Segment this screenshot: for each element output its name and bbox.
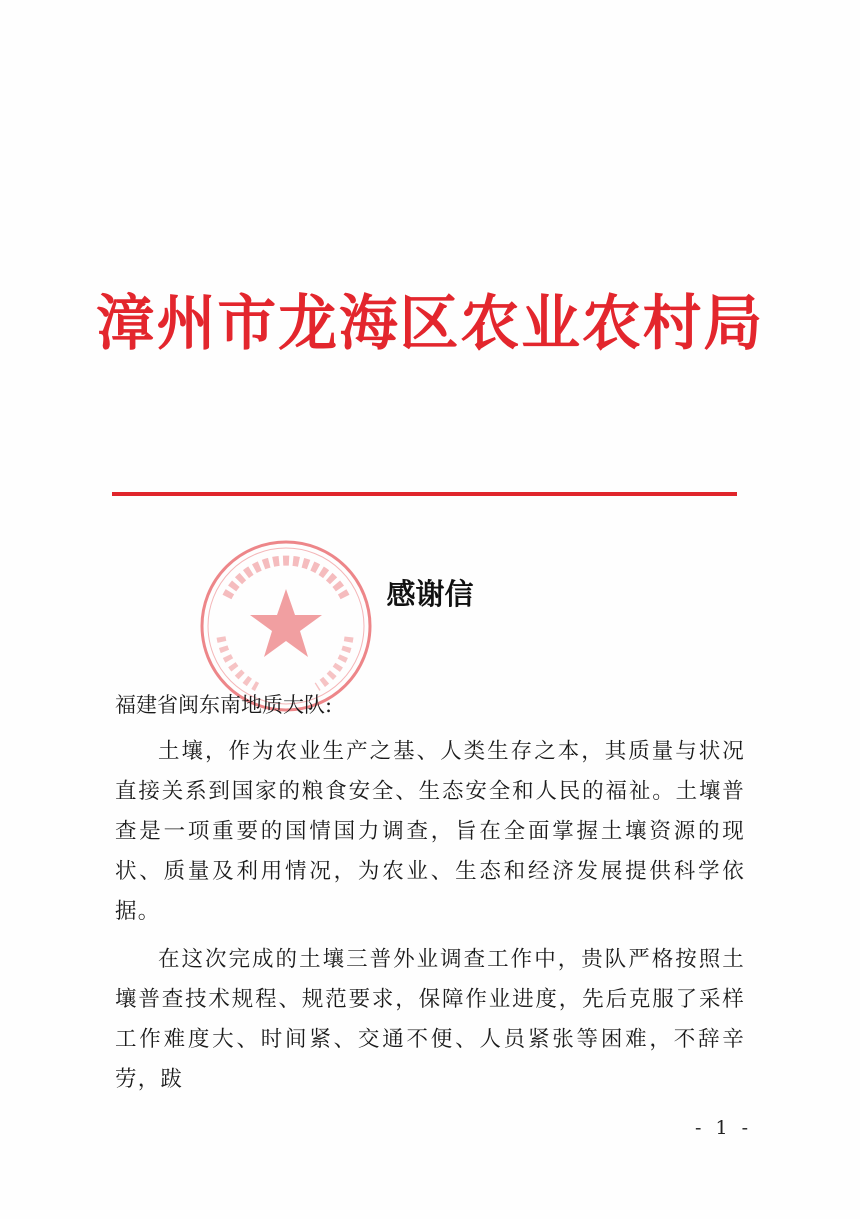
letter-title: 感谢信 xyxy=(386,577,474,611)
letter-body xyxy=(115,732,745,1108)
page-number: - 1 - xyxy=(695,1117,753,1139)
issuer-masthead: 漳州市龙海区农业农村局 xyxy=(95,289,765,359)
body-paragraph: 在这次完成的土壤三普外业调查工作中，贵队严格按照土壤普查技术规程、规范要求，保障作业进度，先后克服了采样工作难度大、时间紧、交通不便、人员紧张等困难，不辞辛劳，跋 xyxy=(115,947,745,1092)
salutation: 福建省闽东南地质大队: xyxy=(115,693,333,717)
red-divider-line xyxy=(112,492,737,496)
body-paragraph: 土壤，作为农业生产之基、人类生存之本，其质量与状况直接关系到国家的粮食安全、生态安全和人民的福祉。土壤普查是一项重要的国情国力调查，旨在全面掌握土壤资源的现状、质量及利用情况，为农业、生态和经济发展提供科学依据。 xyxy=(115,739,745,924)
